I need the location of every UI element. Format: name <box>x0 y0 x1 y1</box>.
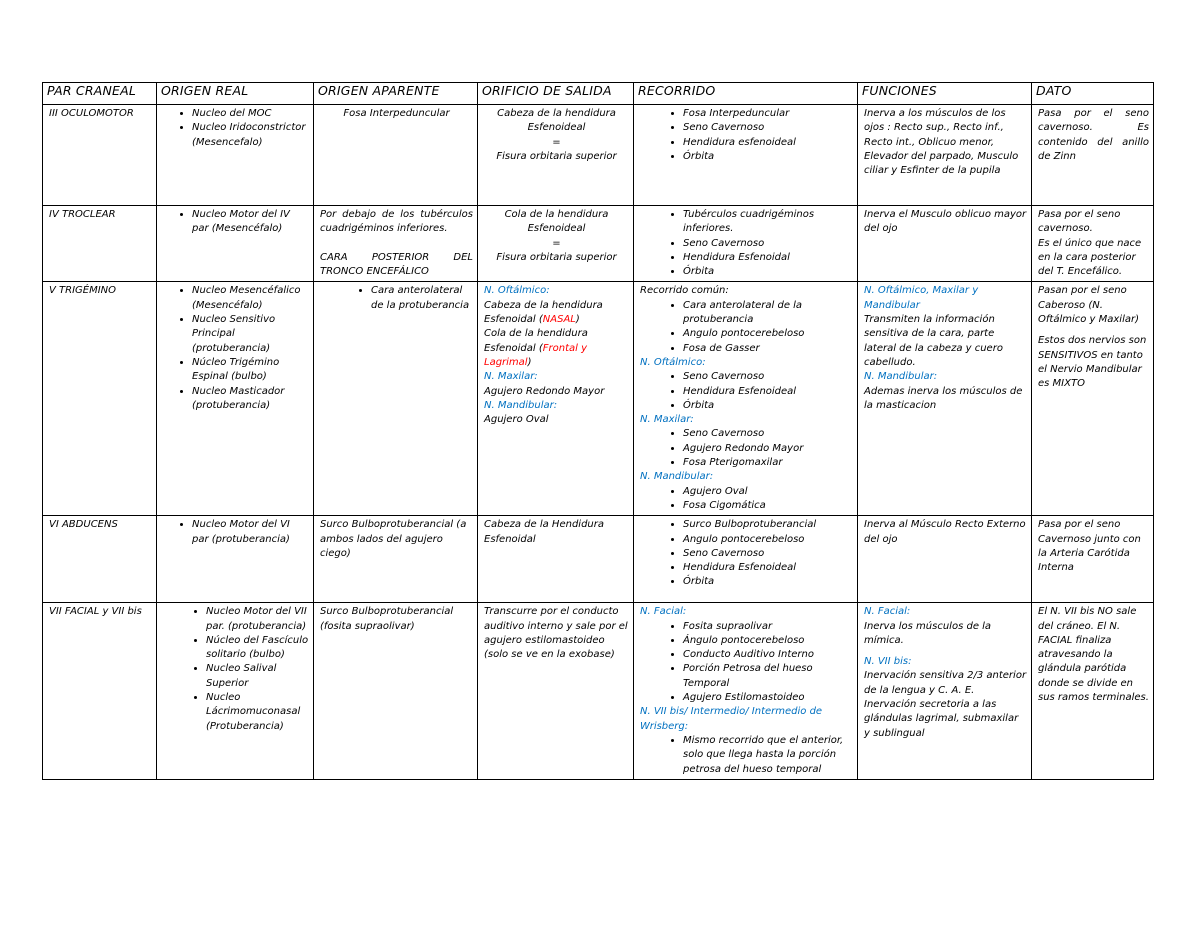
text-line: Transmiten la información sensitiva de la cara, parte lateral de la cabeza y cuero cabelludo. <box>864 314 1003 368</box>
list-item: • Angulo pontocerebeloso <box>683 533 853 547</box>
orificio-cell <box>478 282 634 516</box>
list-item: • Fosita supraolivar <box>683 620 853 634</box>
par-cell: VII FACIAL y VII bis <box>43 603 157 780</box>
list-item: • Seno Cavernoso <box>683 121 853 135</box>
header-par-craneal: PAR CRANEAL <box>43 83 157 105</box>
origen-real-cell <box>157 282 314 516</box>
list-item: • Núcleo Trigémino Espinal (bulbo) <box>192 356 309 385</box>
origen-real-cell <box>157 105 314 206</box>
header-funciones: FUNCIONES <box>858 83 1032 105</box>
list-item: • Nucleo Masticador (protuberancia) <box>192 385 309 414</box>
list-item: • Angulo pontocerebeloso <box>683 327 853 341</box>
orificio-cell <box>478 206 634 282</box>
header-origen-aparente: ORIGEN APARENTE <box>314 83 478 105</box>
nerve-label: N. Mandibular: <box>484 399 558 411</box>
list-item: • Mismo recorrido que el anterior, solo que llega hasta la porción petrosa del hueso temporal <box>683 734 853 777</box>
text-line: Pasan por el seno Caberoso (N. Oftálmico y Maxilar) <box>1038 285 1140 326</box>
list-item: • Órbita <box>683 575 853 589</box>
highlight-nasal: NASAL <box>542 314 576 326</box>
list-item: • Nucleo Motor del VI par (protuberancia) <box>192 518 309 547</box>
text-line: Fisura orbitaria superior <box>496 150 617 162</box>
nerve-label: N. VII bis/ Intermedio/ Intermedio de Wrisberg: <box>640 706 823 732</box>
table-row <box>43 603 1154 780</box>
list-item: • Órbita <box>683 399 853 413</box>
list-item: • Fosa Interpeduncular <box>683 107 853 121</box>
par-cell: IV TROCLEAR <box>43 206 157 282</box>
nerve-label: N. Mandibular: <box>640 471 714 483</box>
text-span: ) <box>575 314 580 326</box>
nerve-label: N. Oftálmico, Maxilar y Mandibular <box>864 285 979 311</box>
recorrido-cell <box>634 105 858 206</box>
list-item: • Hendidura Esfenoidal <box>683 251 853 265</box>
recorrido-cell <box>634 603 858 780</box>
text-line <box>484 327 629 370</box>
list-item: • Nucleo Lácrimomuconasal (Protuberancia) <box>206 691 309 734</box>
orificio-cell: Cabeza de la Hendidura Esfenoidal <box>478 516 634 603</box>
nerve-label: N. Oftálmico: <box>484 285 550 297</box>
recorrido-cell <box>634 282 858 516</box>
list-item: • Nucleo del MOC <box>192 107 309 121</box>
table-row <box>43 282 1154 516</box>
list-item: • Núcleo del Fascículo solitario (bulbo) <box>206 634 309 663</box>
orificio-cell <box>478 105 634 206</box>
dato-cell: Pasa por el seno Cavernoso junto con la Arteria Carótida Interna <box>1032 516 1154 603</box>
origen-aparente-cell: Surco Bulboprotuberancial (fosita supraolivar) <box>314 603 478 780</box>
table-row <box>43 206 1154 282</box>
list-item: • Hendidura Esfenoideal <box>683 561 853 575</box>
header-dato: DATO <box>1032 83 1154 105</box>
orificio-cell: Transcurre por el conducto auditivo interno y sale por el agujero estilomastoideo (solo se ve en la exobase) <box>478 603 634 780</box>
list-item: • Agujero Estilomastoideo <box>683 691 853 705</box>
table-row <box>43 105 1154 206</box>
funciones-cell: Inerva al Músculo Recto Externo del ojo <box>858 516 1032 603</box>
nerve-label: N. Maxilar: <box>484 371 538 383</box>
text-line: Inerva los músculos de la mímica. <box>864 620 992 646</box>
funciones-cell <box>858 603 1032 780</box>
text-line: Por debajo de los tubérculos cuadrigéminos inferiores. <box>320 209 473 235</box>
header-row <box>43 83 1154 105</box>
text-line <box>484 299 629 328</box>
text-span: ) <box>527 356 532 368</box>
list-item: • Nucleo Motor del VII par. (protuberancia) <box>206 605 309 634</box>
list-item: • Cara anterolateral de la protuberancia <box>683 299 853 328</box>
list-item: • Seno Cavernoso <box>683 237 853 251</box>
header-origen-real: ORIGEN REAL <box>157 83 314 105</box>
nerve-label: N. Facial: <box>864 606 911 618</box>
table-row <box>43 516 1154 603</box>
list-item: • Ángulo pontocerebeloso <box>683 634 853 648</box>
text-line: = <box>552 237 561 249</box>
text-line: Fisura orbitaria superior <box>496 251 617 263</box>
list-item: • Seno Cavernoso <box>683 547 853 561</box>
nerve-label: N. Maxilar: <box>640 414 694 426</box>
header-orificio: ORIFICIO DE SALIDA <box>478 83 634 105</box>
text-line: Pasa por el seno cavernoso. <box>1038 209 1121 235</box>
header-recorrido: RECORRIDO <box>634 83 858 105</box>
text-line: CARA POSTERIOR DEL TRONCO ENCEFÁLICO <box>320 251 473 277</box>
origen-aparente-cell <box>314 282 478 516</box>
text-line: Ademas inerva los músculos de la masticacion <box>864 385 1023 411</box>
text-line: Estos dos nervios son SENSITIVOS en tanto el Nervio Mandibular es MIXTO <box>1038 335 1147 390</box>
list-item: • Agujero Redondo Mayor <box>683 442 853 456</box>
text-line: Cola de la hendidura Esfenoideal <box>504 209 609 235</box>
dato-cell <box>1032 282 1154 516</box>
dato-cell: Pasa por el seno cavernoso. Es contenido del anillo de Zinn <box>1032 105 1154 206</box>
nerve-label: N. Facial: <box>640 606 687 618</box>
text-line: = <box>552 136 561 148</box>
list-item: • Hendidura esfenoideal <box>683 136 853 150</box>
list-item: • Conducto Auditivo Interno <box>683 648 853 662</box>
origen-aparente-cell: Surco Bulboprotuberancial (a ambos lados del agujero ciego) <box>314 516 478 603</box>
text-span: Cabeza de la hendidura Esfenoidal ( <box>484 299 603 326</box>
origen-real-cell <box>157 206 314 282</box>
text-line: Es el único que nace en la cara posterior del T. Encefálico. <box>1038 237 1142 278</box>
text-line: Inervación sensitiva 2/3 anterior de la lengua y C. A. E. Inervación secretoria a las glándulas lagrimal, submaxilar y sublingual <box>864 670 1027 739</box>
list-item: • Agujero Oval <box>683 485 853 499</box>
list-item: • Fosa Cigomática <box>683 499 853 513</box>
funciones-cell: Inerva a los músculos de los ojos : Recto sup., Recto inf., Recto int., Oblicuo menor, Elevador del parpado, Musculo ciliar y Esfinter de la pupila <box>858 105 1032 206</box>
text-line: Agujero Oval <box>484 414 549 426</box>
list-item: • Fosa de Gasser <box>683 342 853 356</box>
text-line: Recorrido común: <box>640 285 729 297</box>
list-item: • Tubérculos cuadrigéminos inferiores. <box>683 208 853 237</box>
par-cell: VI ABDUCENS <box>43 516 157 603</box>
list-item: • Seno Cavernoso <box>683 427 853 441</box>
origen-real-cell <box>157 516 314 603</box>
par-cell: III OCULOMOTOR <box>43 105 157 206</box>
list-item: • Surco Bulboprotuberancial <box>683 518 853 532</box>
funciones-cell: Inerva el Musculo oblicuo mayor del ojo <box>858 206 1032 282</box>
list-item: • Seno Cavernoso <box>683 370 853 384</box>
list-item: • Órbita <box>683 150 853 164</box>
cranial-nerves-table <box>42 82 1154 780</box>
nerve-label: N. VII bis: <box>864 656 912 668</box>
text-line: Cabeza de la hendidura Esfenoideal <box>497 108 616 134</box>
list-item: • Nucleo Motor del IV par (Mesencéfalo) <box>192 208 309 237</box>
list-item: • Nucleo Mesencéfalico (Mesencéfalo) <box>192 284 309 313</box>
origen-real-cell <box>157 603 314 780</box>
nerve-label: N. Oftálmico: <box>640 356 706 368</box>
dato-cell: El N. VII bis NO sale del cráneo. El N. FACIAL finaliza atravesando la glándula parótida donde se divide en sus ramos terminales. <box>1032 603 1154 780</box>
list-item: • Nucleo Iridoconstrictor (Mesencefalo) <box>192 121 309 150</box>
list-item: • Fosa Pterigomaxilar <box>683 456 853 470</box>
highlight-frontal-lagrimal: Frontal y Lagrimal <box>484 342 588 368</box>
par-cell: V TRIGÉMINO <box>43 282 157 516</box>
text-span: Cola de la hendidura Esfenoidal ( <box>484 328 588 354</box>
list-item: • Porción Petrosa del hueso Temporal <box>683 662 853 691</box>
origen-aparente-cell <box>314 206 478 282</box>
list-item: • Cara anterolateral de la protuberancia <box>371 284 473 313</box>
list-item: • Hendidura Esfenoideal <box>683 385 853 399</box>
funciones-cell <box>858 282 1032 516</box>
nerve-label: N. Mandibular: <box>864 371 938 383</box>
origen-aparente-cell: Fosa Interpeduncular <box>314 105 478 206</box>
list-item: • Nucleo Sensitivo Principal (protuberancia) <box>192 313 309 356</box>
text-line: Agujero Redondo Mayor <box>484 385 605 397</box>
recorrido-cell <box>634 516 858 603</box>
dato-cell <box>1032 206 1154 282</box>
list-item: • Nucleo Salival Superior <box>206 662 309 691</box>
recorrido-cell <box>634 206 858 282</box>
list-item: • Órbita <box>683 265 853 279</box>
